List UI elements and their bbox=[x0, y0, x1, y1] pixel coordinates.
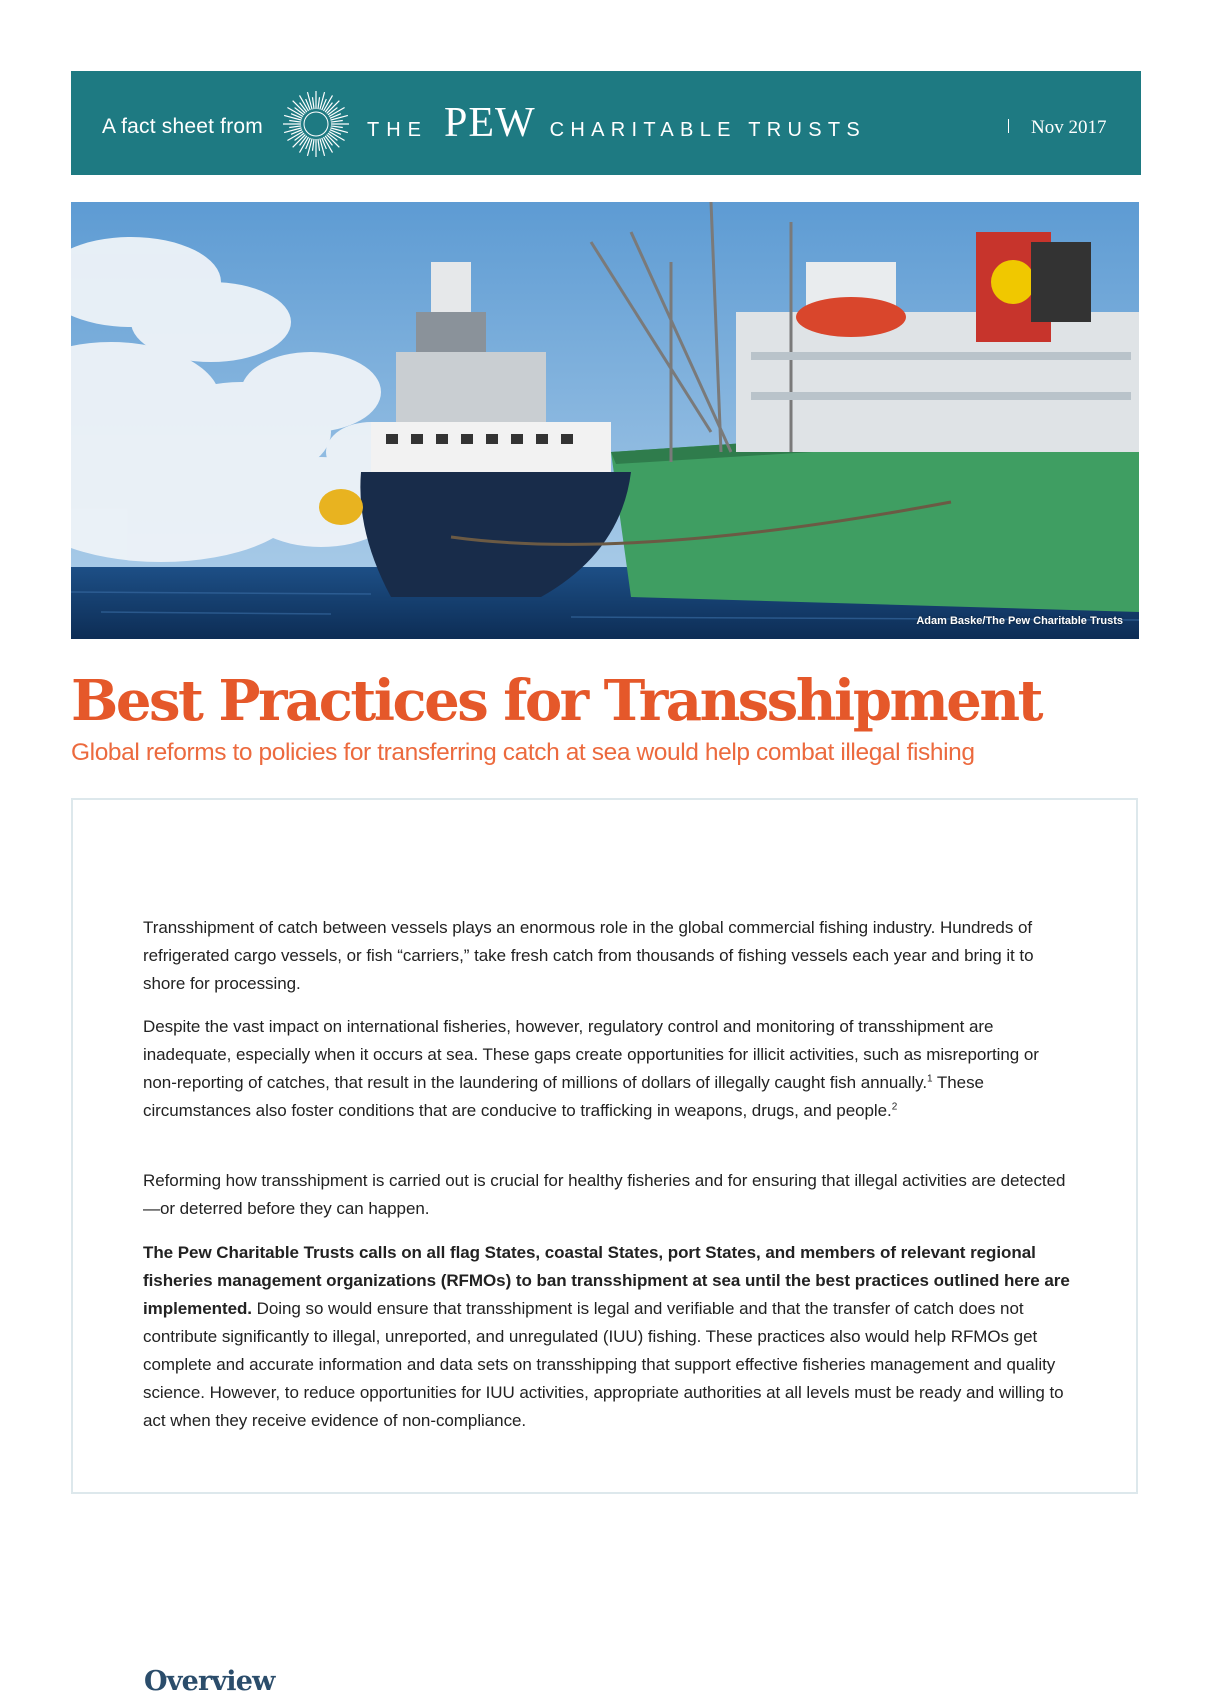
photo-credit: Adam Baske/The Pew Charitable Trusts bbox=[916, 615, 1123, 627]
sunburst-logo-icon bbox=[281, 89, 351, 159]
hero-photo bbox=[71, 202, 1139, 639]
header-banner bbox=[71, 71, 1141, 175]
banner-divider bbox=[1008, 119, 1009, 133]
org-pew: PEW bbox=[444, 100, 536, 146]
overview-paragraph-4 bbox=[143, 1239, 1073, 1435]
org-the: THE bbox=[367, 119, 428, 141]
paragraph-2-text-a: Despite the vast impact on international fisheries, however, regulatory control and monitoring of transshipment are inadequate, especially when it occurs at sea. These gaps create opportunities for illicit activities, such as misreporting or non-reporting of catches, that result in the laundering of millions of dollars of illegally caught fish annually. bbox=[143, 1017, 1039, 1092]
org-charitable-trusts: CHARITABLE TRUSTS bbox=[549, 119, 867, 141]
page-subtitle: Global reforms to policies for transferring catch at sea would help combat illegal fishing bbox=[71, 739, 975, 766]
overview-paragraph-2 bbox=[143, 1013, 1073, 1125]
organization-name bbox=[367, 99, 866, 147]
overview-paragraph-1: Transshipment of catch between vessels plays an enormous role in the global commercial fishing industry. Hundreds of refrigerated cargo vessels, or fish “carriers,” take fresh catch from thousands of fishing vessels each year and bring it to shore for processing. bbox=[143, 918, 1034, 993]
footnote-ref-2: 2 bbox=[891, 1101, 898, 1113]
paragraph-4-bold-text: The Pew Charitable Trusts calls on all flag States, coastal States, port States, and members of relevant regional fisheries management organizations (RFMOs) to ban transshipment at sea until the best practices outlined here are implemented. bbox=[143, 1243, 1070, 1318]
publication-date: Nov 2017 bbox=[1031, 117, 1107, 138]
overview-heading: Overview bbox=[144, 1666, 275, 1697]
footnote-ref-1: 1 bbox=[927, 1073, 933, 1085]
overview-paragraph-3: Reforming how transshipment is carried out is crucial for healthy fisheries and for ensuring that illegal activities are detected—or deterred before they can happen. bbox=[143, 1171, 1066, 1218]
banner-lead-text: A fact sheet from bbox=[102, 115, 263, 138]
ships-illustration bbox=[71, 202, 1139, 639]
paragraph-2-text-b: These circumstances also foster conditions that are conducive to trafficking in weapons, drugs, and people. bbox=[143, 1073, 984, 1120]
paragraph-4-text: Doing so would ensure that transshipment is legal and verifiable and that the transfer of catch does not contribute significantly to illegal, unreported, and unregulated (IUU) fishing. These practices also would help RFMOs get complete and accurate information and data sets on transshipping that support effective fisheries management and quality science. However, to reduce opportunities for IUU activities, appropriate authorities at all levels must be ready and willing to act when they receive evidence of non-compliance. bbox=[143, 1299, 1064, 1430]
page-title: Best Practices for Transshipment bbox=[71, 668, 1041, 734]
